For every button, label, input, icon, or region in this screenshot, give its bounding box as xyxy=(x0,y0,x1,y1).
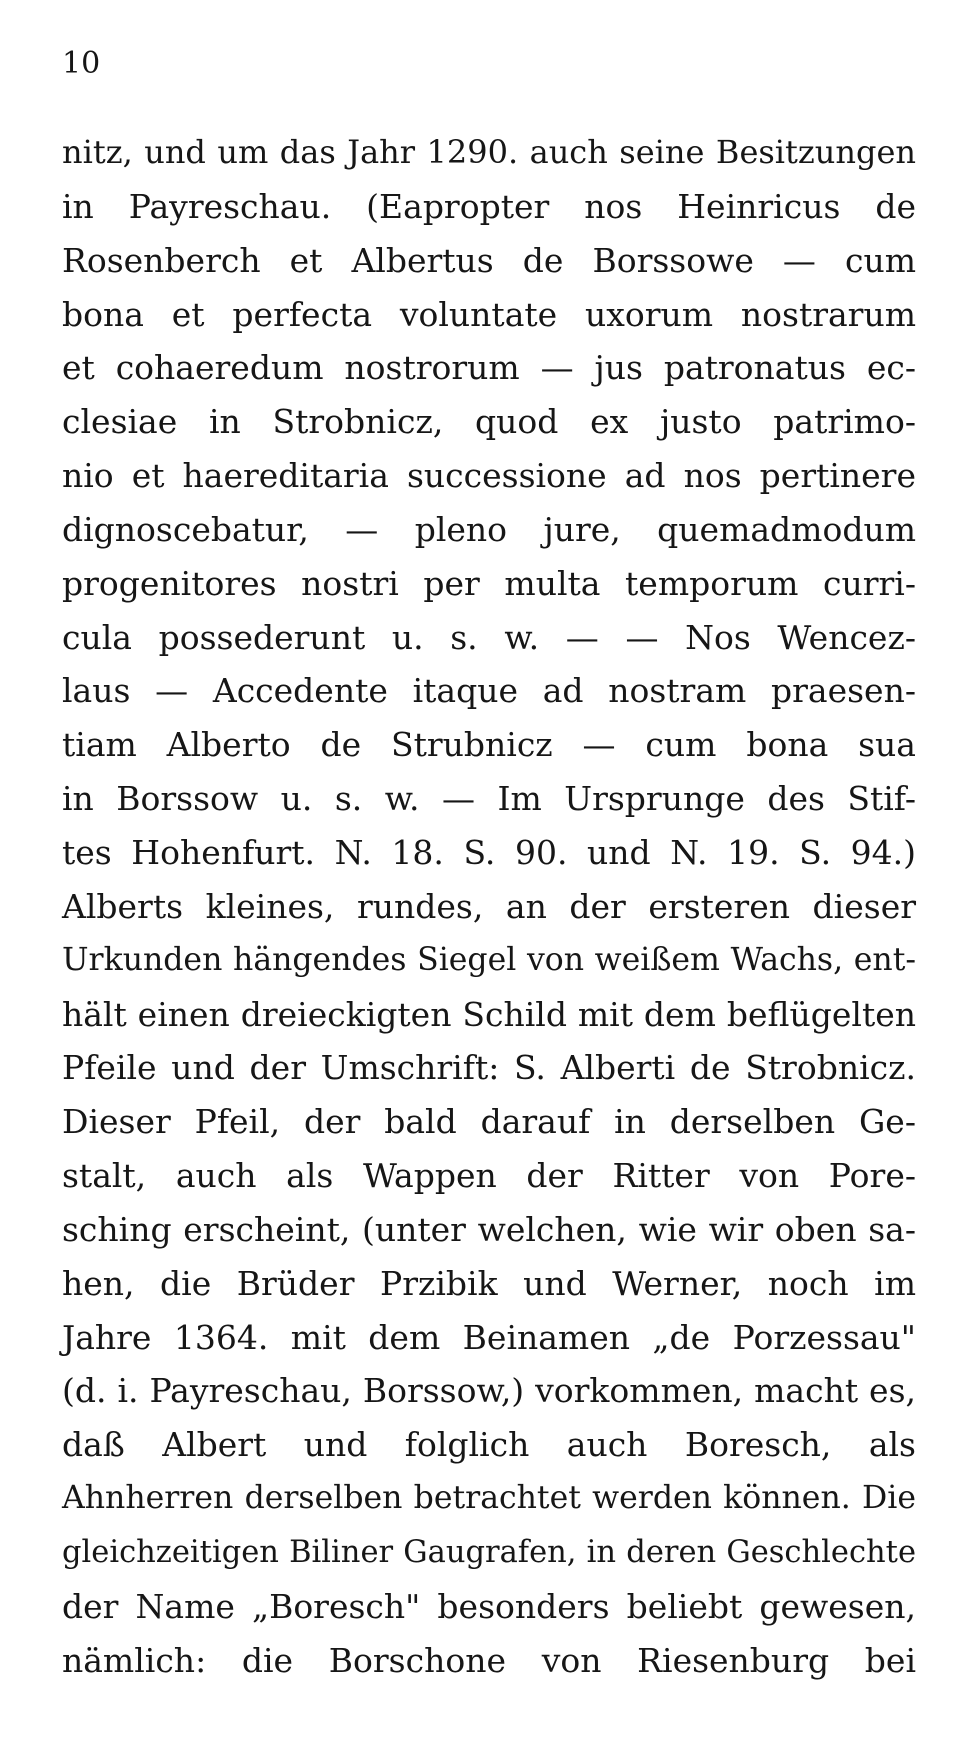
text-line: daß Albert und folglich auch Boresch, als xyxy=(62,1425,916,1465)
text-line: nämlich: die Borschone von Riesenburg bei xyxy=(62,1640,916,1680)
text-line: sching erscheint, (unter welchen, wie wir oben sa- xyxy=(62,1209,916,1249)
page-number: 10 xyxy=(62,46,101,81)
text-line: laus — Accedente itaque ad nostram praesen- xyxy=(62,671,916,711)
text-line: tiam Alberto de Strubnicz — cum bona sua xyxy=(62,725,916,765)
text-line: Ahnherren derselben betrachtet werden können. Die xyxy=(62,1480,916,1517)
text-line: Alberts kleines, rundes, an der ersteren dieser xyxy=(62,886,916,926)
text-line: gleichzeitigen Biliner Gaugrafen, in deren Geschlechte xyxy=(62,1534,916,1570)
text-line: Urkunden hängendes Siegel von weißem Wachs, ent- xyxy=(62,941,916,978)
text-line: Pfeile und der Umschrift: S. Alberti de Strobnicz. xyxy=(62,1048,916,1088)
text-line: in Payreschau. (Eapropter nos Heinricus de xyxy=(62,186,916,226)
body-text xyxy=(62,126,916,1687)
text-line: Rosenberch et Albertus de Borssowe — cum xyxy=(62,240,916,280)
text-line: der Name „Boresch" besonders beliebt gewesen, xyxy=(62,1586,916,1626)
text-line: stalt, auch als Wappen der Ritter von Pore- xyxy=(62,1156,916,1196)
text-line: nitz, und um das Jahr 1290. auch seine Besitzungen xyxy=(62,133,916,171)
text-line: progenitores nostri per multa temporum curri- xyxy=(62,563,916,603)
text-line: (d. i. Payreschau, Borssow,) vorkommen, macht es, xyxy=(62,1371,916,1411)
text-line: in Borssow u. s. w. — Im Ursprunge des Stif- xyxy=(62,779,916,819)
text-line: hält einen dreieckigten Schild mit dem beflügelten xyxy=(62,994,916,1034)
text-line: nio et haereditaria successione ad nos pertinere xyxy=(62,456,916,496)
text-line: cula possederunt u. s. w. — — Nos Wencez- xyxy=(62,617,916,657)
text-line: Jahre 1364. mit dem Beinamen „de Porzessau" xyxy=(62,1317,916,1357)
text-line: et cohaeredum nostrorum — jus patronatus ec- xyxy=(62,348,916,388)
text-line: Dieser Pfeil, der bald darauf in derselben Ge- xyxy=(62,1102,916,1142)
text-line: hen, die Brüder Przibik und Werner, noch im xyxy=(62,1263,916,1303)
text-line: bona et perfecta voluntate uxorum nostrarum xyxy=(62,294,916,334)
text-line: tes Hohenfurt. N. 18. S. 90. und N. 19. S. 94.) xyxy=(62,832,916,872)
text-line: clesiae in Strobnicz, quod ex justo patrimo- xyxy=(62,402,916,442)
text-line: dignoscebatur, — pleno jure, quemadmodum xyxy=(62,509,916,549)
